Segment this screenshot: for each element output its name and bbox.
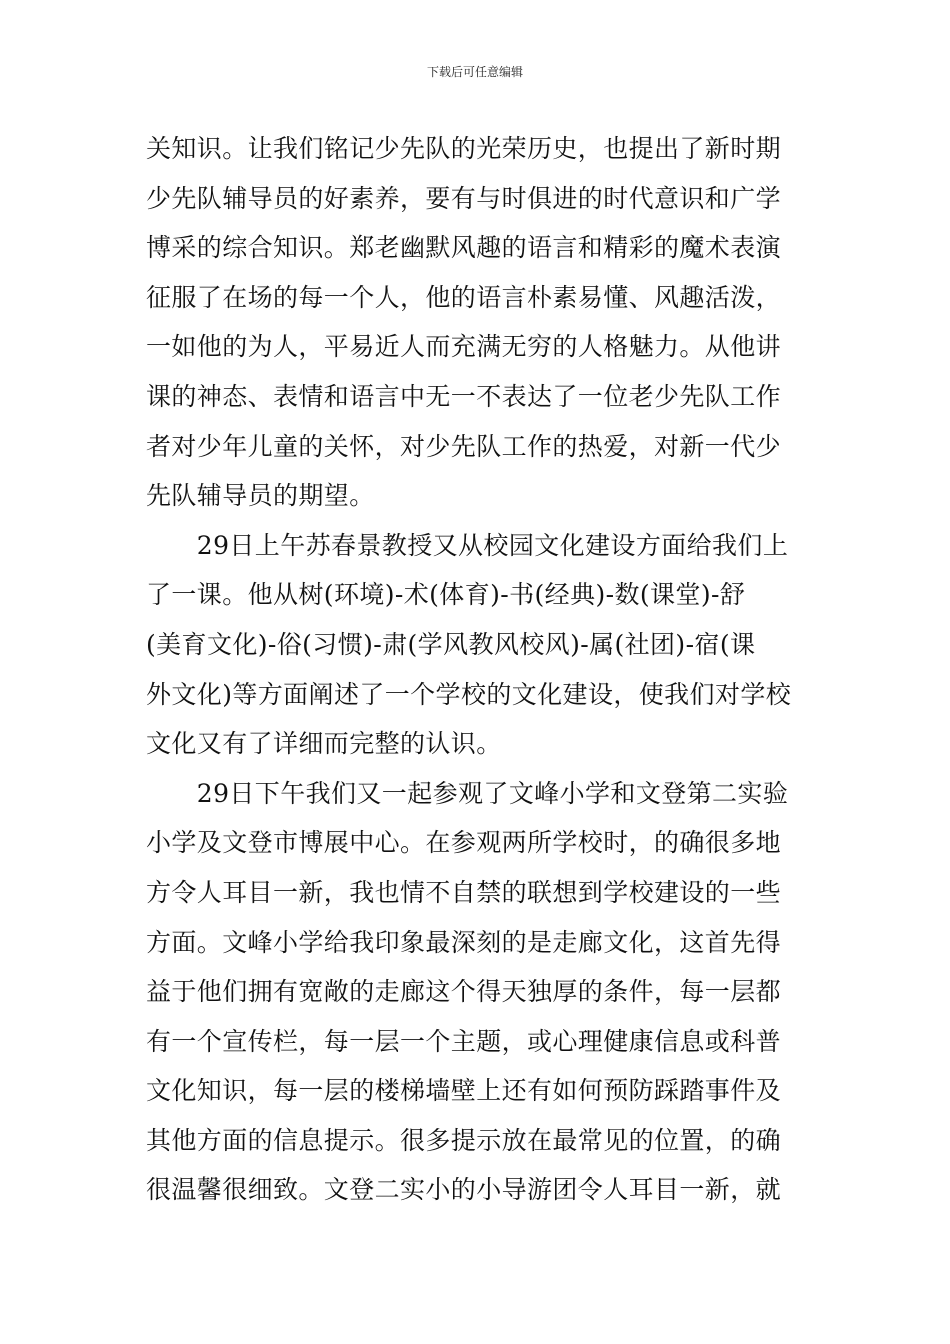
text-line: 一如他的为人，平易近人而充满无穷的人格魅力。从他讲 (146, 332, 782, 362)
document-body (146, 124, 810, 1215)
text-line: 方令人耳目一新，我也情不自禁的联想到学校建设的一些 (146, 877, 782, 907)
text-line: 先队辅导员的期望。 (146, 481, 375, 511)
text-line: 博采的综合知识。郑老幽默风趣的语言和精彩的魔术表演 (146, 233, 782, 263)
text-line: 其他方面的信息提示。很多提示放在最常见的位置，的确 (146, 1125, 782, 1155)
page-header: 下载后可任意编辑 (426, 65, 523, 79)
text-line: 少先队辅导员的好素养，要有与时俱进的时代意识和广学 (146, 183, 782, 213)
text-line: 了一课。他从树(环境)-术(体育)-书(经典)-数(课堂)-舒 (146, 580, 746, 610)
text-line: 文化知识，每一层的楼梯墙壁上还有如何预防踩踏事件及 (146, 1076, 782, 1106)
text-line: 文化又有了详细而完整的认识。 (146, 729, 502, 759)
text-line: 益于他们拥有宽敞的走廊这个得天独厚的条件，每一层都 (146, 977, 782, 1007)
text-line: 小学及文登市博展中心。在参观两所学校时，的确很多地 (146, 828, 782, 858)
text-line: 课的神态、表情和语言中无一不表达了一位老少先队工作 (146, 381, 782, 411)
text-line: 关知识。让我们铭记少先队的光荣历史，也提出了新时期 (146, 134, 782, 163)
text-line: 29日上午苏春景教授又从校园文化建设方面给我们上 (146, 530, 789, 560)
text-line: 外文化)等方面阐述了一个学校的文化建设，使我们对学校 (146, 679, 792, 709)
text-line: 方面。文峰小学给我印象最深刻的是走廊文化，这首先得 (146, 927, 782, 957)
text-line: 有一个宣传栏，每一层一个主题，或心理健康信息或科普 (146, 1026, 782, 1056)
text-line: 者对少年儿童的关怀，对少先队工作的热爱，对新一代少 (146, 431, 782, 461)
text-line: 征服了在场的每一个人，他的语言朴素易懂、风趣活泼， (146, 282, 782, 312)
text-line: (美育文化)-俗(习惯)-肃(学风教风校风)-属(社团)-宿(课 (146, 629, 756, 659)
text-line: 很温馨很细致。文登二实小的小导游团令人耳目一新，就 (146, 1175, 782, 1205)
text-line: 29日下午我们又一起参观了文峰小学和文登第二实验 (146, 778, 789, 808)
